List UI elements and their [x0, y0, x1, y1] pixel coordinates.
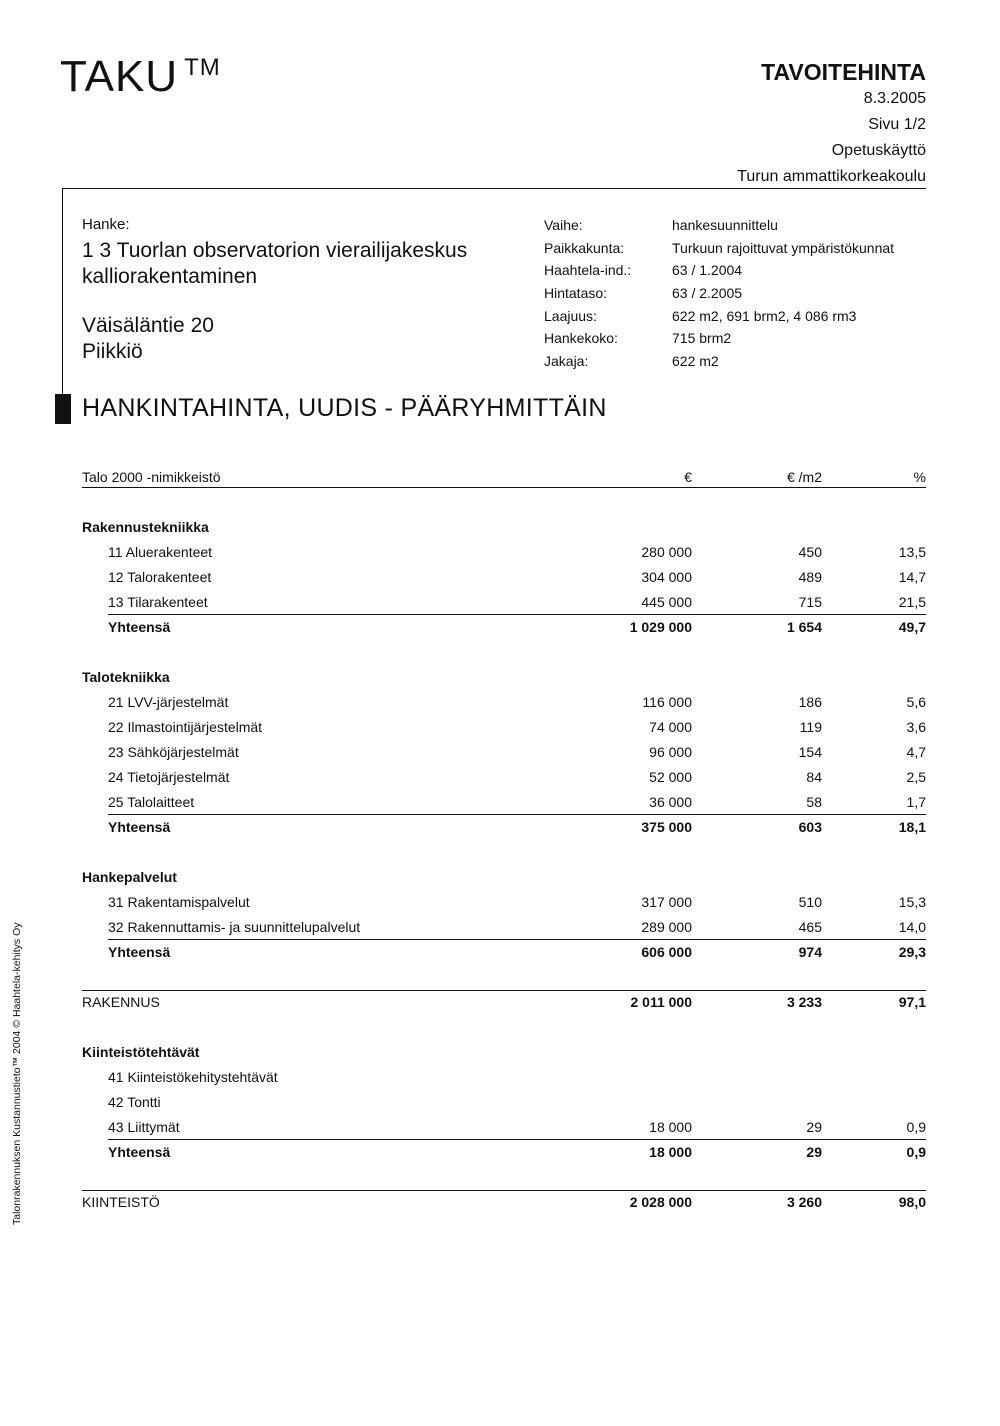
item-pct: 13,5 [898, 544, 926, 560]
group-title: Kiinteistötehtävät [82, 1044, 200, 1060]
subtotal-pct: 18,1 [898, 819, 926, 835]
table-header [82, 466, 926, 488]
group-title-row [82, 515, 926, 540]
table-row [82, 890, 926, 915]
address-line2: Piikkiö [82, 340, 143, 363]
subtotal-eur: 18 000 [649, 1144, 692, 1160]
item-eur-m2: 119 [799, 719, 822, 735]
meta-key: Paikkakunta: [544, 239, 625, 256]
subtotal-pct: 49,7 [898, 619, 926, 635]
item-label: 42 Tontti [108, 1094, 161, 1110]
subtotal-eur: 606 000 [641, 944, 692, 960]
table-row [82, 540, 926, 565]
item-label: 11 Aluerakenteet [108, 544, 213, 560]
meta-row [544, 327, 894, 350]
item-pct: 3,6 [906, 719, 926, 735]
item-eur: 96 000 [649, 744, 692, 760]
column-header-eur-m2: € /m2 [786, 469, 822, 485]
total-pct: 98,0 [898, 1194, 926, 1210]
total-pct: 97,1 [898, 994, 926, 1010]
header-info [737, 58, 926, 190]
document-type: TAVOITEHINTA [761, 59, 926, 85]
meta-row [544, 237, 894, 260]
item-pct: 4,7 [906, 744, 926, 760]
total-eur: 2 011 000 [630, 994, 692, 1010]
meta-key: Vaihe: [544, 217, 583, 233]
item-label: 12 Talorakenteet [108, 569, 212, 585]
table-row [82, 715, 926, 740]
column-header-eur: € [684, 469, 692, 485]
section-title: HANKINTAHINTA, UUDIS - PÄÄRYHMITTÄIN [82, 394, 607, 422]
item-eur-m2: 154 [798, 744, 822, 760]
cost-table [82, 515, 926, 1215]
item-label: 31 Rakentamispalvelut [108, 894, 250, 910]
item-label: 25 Talolaitteet [108, 794, 195, 810]
item-eur: 52 000 [649, 769, 692, 785]
project-name [82, 238, 502, 290]
subtotal-label: Yhteensä [108, 819, 171, 835]
subtotal-row [82, 940, 926, 965]
subtotal-pct: 0,9 [906, 1144, 926, 1160]
item-eur: 280 000 [641, 544, 692, 560]
item-label: 13 Tilarakenteet [108, 594, 208, 610]
group-title: Rakennustekniikka [82, 519, 209, 535]
meta-value: Turkuun rajoittuvat ympäristökunnat [672, 239, 895, 256]
item-label: 23 Sähköjärjestelmät [108, 744, 239, 760]
group-title: Hankepalvelut [82, 869, 177, 885]
meta-value: 622 m2, 691 brm2, 4 086 rm3 [672, 307, 857, 324]
subtotal-eur: 1 029 000 [629, 619, 692, 635]
subtotal-eur-m2: 29 [806, 1144, 822, 1160]
address-line1: Väisäläntie 20 [82, 314, 214, 337]
item-eur: 317 000 [641, 894, 692, 910]
project-name-line2: kalliorakentaminen [82, 265, 258, 288]
subtotal-eur: 375 000 [641, 819, 692, 835]
item-label: 21 LVV-järjestelmät [108, 694, 229, 710]
page-number: Sivu 1/2 [868, 116, 926, 133]
item-eur: 74 000 [649, 719, 692, 735]
table-row [82, 765, 926, 790]
subtotal-row [82, 1140, 926, 1165]
meta-value: hankesuunnittelu [672, 217, 778, 233]
table-row [82, 790, 926, 815]
subtotal-label: Yhteensä [108, 1144, 171, 1160]
meta-value: 715 brm2 [672, 330, 732, 347]
section-marker [55, 394, 71, 424]
item-eur-m2: 84 [806, 769, 822, 785]
copyright-sidebar: Talonrakennuksen Kustannustieto™ 2004 © Haahtela-kehitys Oy [11, 922, 23, 1225]
project-meta [544, 214, 894, 373]
meta-value: 622 m2 [672, 353, 719, 370]
item-pct: 0,9 [906, 1119, 926, 1135]
table-row [82, 690, 926, 715]
item-eur-m2: 465 [798, 919, 822, 935]
table-row [82, 1090, 926, 1115]
meta-row [544, 214, 894, 237]
header-divider [62, 188, 926, 189]
group-title-row [82, 1040, 926, 1065]
item-eur-m2: 450 [798, 544, 822, 560]
item-label: 24 Tietojärjestelmät [108, 769, 230, 785]
item-eur: 289 000 [641, 919, 692, 935]
item-eur-m2: 186 [798, 694, 822, 710]
item-eur: 304 000 [641, 569, 692, 585]
meta-key: Jakaja: [544, 353, 589, 370]
project-address [82, 313, 214, 365]
subtotal-label: Yhteensä [108, 944, 171, 960]
spacer [82, 965, 926, 990]
column-header-name: Talo 2000 -nimikkeistö [82, 469, 221, 485]
item-pct: 1,7 [906, 794, 926, 810]
meta-key: Hankekoko: [544, 330, 618, 347]
item-label: 43 Liittymät [108, 1119, 180, 1135]
subtotal-pct: 29,3 [898, 944, 926, 960]
grand-total-row-kiinteisto [82, 1190, 926, 1215]
column-header-pct: % [913, 469, 926, 485]
meta-row [544, 282, 894, 305]
item-eur-m2: 58 [806, 794, 822, 810]
meta-value: 63 / 1.2004 [672, 262, 743, 279]
subtotal-eur-m2: 603 [798, 819, 822, 835]
item-pct: 15,3 [898, 894, 926, 910]
item-pct: 5,6 [906, 694, 926, 710]
item-eur-m2: 29 [806, 1119, 822, 1135]
group-title-row [82, 665, 926, 690]
logo-tm: TM [184, 54, 221, 81]
item-label: 22 Ilmastointijärjestelmät [108, 719, 263, 735]
item-eur: 445 000 [641, 594, 692, 610]
subtotal-eur-m2: 1 654 [786, 619, 822, 635]
taku-logo [60, 52, 221, 102]
item-label: 32 Rakennuttamis- ja suunnittelupalvelut [108, 919, 361, 935]
usage-label: Opetuskäyttö [831, 142, 926, 159]
group-title-row [82, 865, 926, 890]
total-label: KIINTEISTÖ [82, 1194, 160, 1210]
meta-value: 63 / 2.2005 [672, 285, 743, 302]
item-pct: 21,5 [898, 594, 926, 610]
total-eur-m2: 3 260 [786, 1194, 822, 1210]
item-eur: 116 000 [642, 694, 692, 710]
item-eur: 36 000 [649, 794, 692, 810]
subtotal-row [82, 815, 926, 840]
grand-total-row-rakennus [82, 990, 926, 1015]
item-eur-m2: 715 [798, 594, 822, 610]
item-eur: 18 000 [649, 1119, 692, 1135]
table-row [82, 565, 926, 590]
subtotal-eur-m2: 974 [798, 944, 822, 960]
item-pct: 14,7 [898, 569, 926, 585]
spacer [82, 640, 926, 665]
meta-row [544, 350, 894, 373]
item-pct: 14,0 [898, 919, 926, 935]
project-label: Hanke: [82, 216, 130, 233]
spacer [82, 1165, 926, 1190]
group-title: Talotekniikka [82, 669, 170, 685]
document-date: 8.3.2005 [863, 90, 926, 107]
table-row [82, 1065, 926, 1090]
meta-key: Laajuus: [544, 307, 597, 324]
total-label: RAKENNUS [82, 994, 160, 1010]
spacer [82, 840, 926, 865]
table-row [82, 590, 926, 615]
logo-text: TAKU [60, 52, 179, 101]
item-eur-m2: 489 [798, 569, 822, 585]
item-pct: 2,5 [906, 769, 926, 785]
spacer [82, 1015, 926, 1040]
total-eur: 2 028 000 [629, 1194, 692, 1210]
table-row [82, 915, 926, 940]
subtotal-row [82, 615, 926, 640]
organization: Turun ammattikorkeakoulu [737, 168, 926, 185]
meta-row [544, 305, 894, 328]
meta-key: Haahtela-ind.: [544, 262, 632, 279]
meta-key: Hintataso: [544, 285, 608, 302]
table-row [82, 740, 926, 765]
project-name-line1: 1 3 Tuorlan observatorion vierailijakeskus [82, 239, 468, 262]
item-eur-m2: 510 [798, 894, 822, 910]
item-label: 41 Kiinteistökehitystehtävät [108, 1069, 278, 1085]
meta-row [544, 259, 894, 282]
subtotal-label: Yhteensä [108, 619, 171, 635]
total-eur-m2: 3 233 [786, 994, 822, 1010]
left-divider [62, 188, 63, 416]
table-row [82, 1115, 926, 1140]
